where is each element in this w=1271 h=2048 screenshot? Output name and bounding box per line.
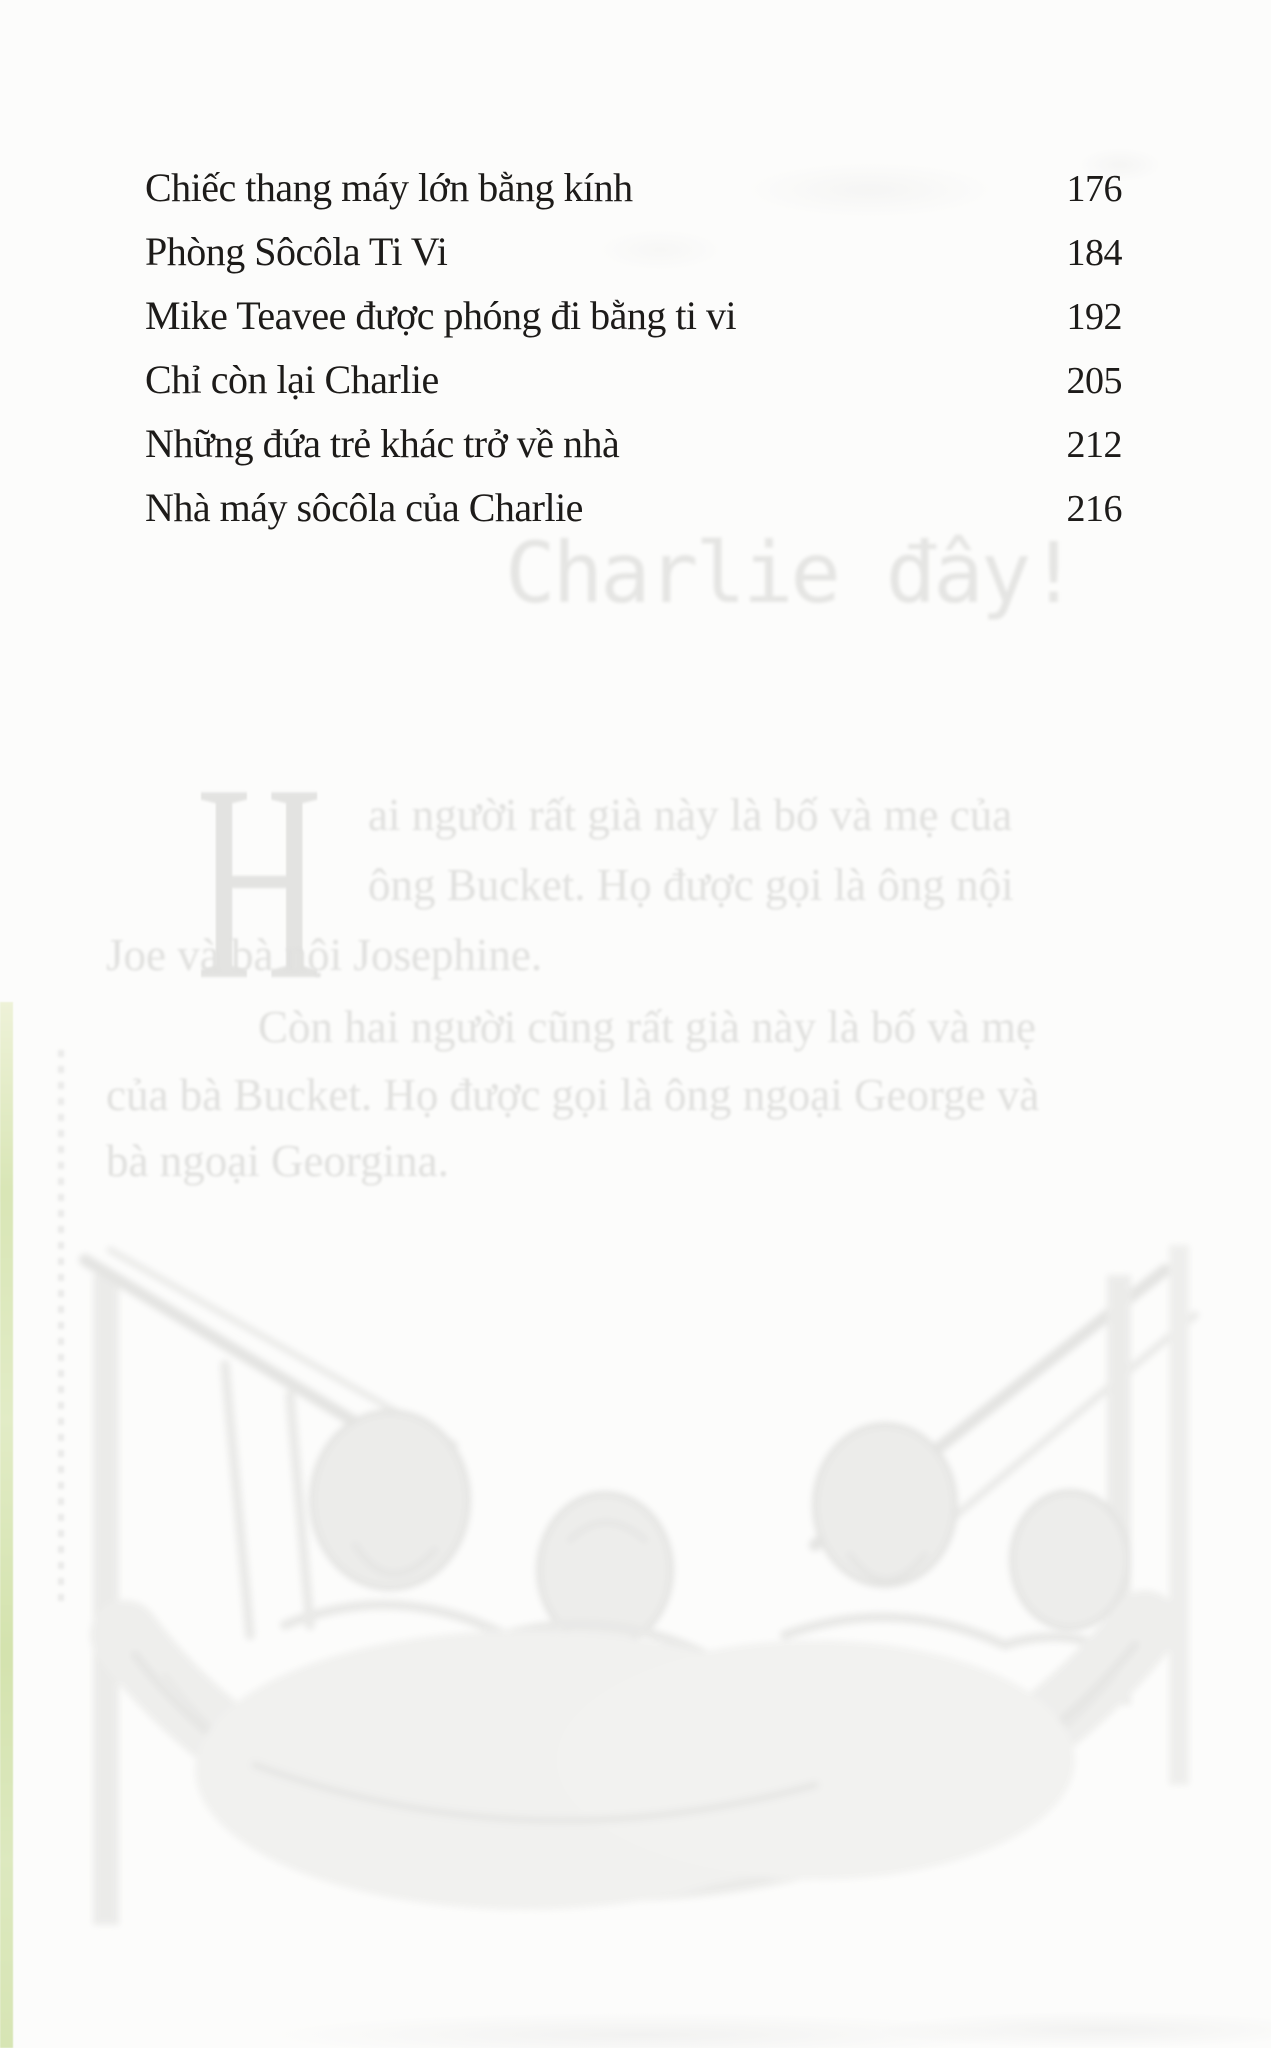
ghost-paragraph-line: ông Bucket. Họ được gọi là ông nội (368, 860, 1014, 910)
toc-entry-title: Phòng Sôcôla Ti Vi (145, 229, 448, 274)
toc-entry-title: Mike Teavee được phóng đi bằng ti vi (145, 293, 737, 338)
ghost-paragraph-line: ai người rất già này là bố và mẹ của (368, 790, 1013, 840)
toc-entry-page-number: 184 (1066, 232, 1122, 274)
toc-row (145, 220, 1122, 284)
toc-row (145, 348, 1122, 412)
table-of-contents (145, 156, 1122, 540)
toc-entry-page-number: 216 (1066, 488, 1122, 530)
toc-entry-title: Chiếc thang máy lớn bằng kính (145, 165, 633, 210)
ghost-paragraph-line: Còn hai người cũng rất già này là bố và mẹ (258, 1002, 1036, 1052)
ghost-paragraph-line: Joe và bà nội Josephine. (106, 930, 543, 980)
toc-entry-page-number: 176 (1066, 168, 1122, 210)
page-edge-show-through-marks (58, 1050, 64, 1610)
page-edge-strip (0, 1002, 13, 2048)
ghost-paragraph-line: bà ngoại Georgina. (106, 1136, 449, 1186)
ghost-chapter-heading: Charlie đây! (505, 524, 1076, 622)
toc-row (145, 412, 1122, 476)
toc-entry-title: Chỉ còn lại Charlie (145, 357, 439, 402)
toc-entry-page-number: 212 (1066, 424, 1122, 466)
ghost-paragraph-line: của bà Bucket. Họ được gọi là ông ngoại George và (106, 1070, 1040, 1120)
toc-entry-page-number: 205 (1066, 360, 1122, 402)
ghost-drop-cap: H (196, 726, 323, 1038)
toc-row (145, 156, 1122, 220)
toc-row (145, 284, 1122, 348)
toc-entry-title: Nhà máy sôcôla của Charlie (145, 485, 583, 530)
grandparents-in-bed-illustration (55, 1205, 1215, 2025)
toc-entry-page-number: 192 (1066, 296, 1122, 338)
toc-entry-title: Những đứa trẻ khác trở về nhà (145, 421, 620, 466)
